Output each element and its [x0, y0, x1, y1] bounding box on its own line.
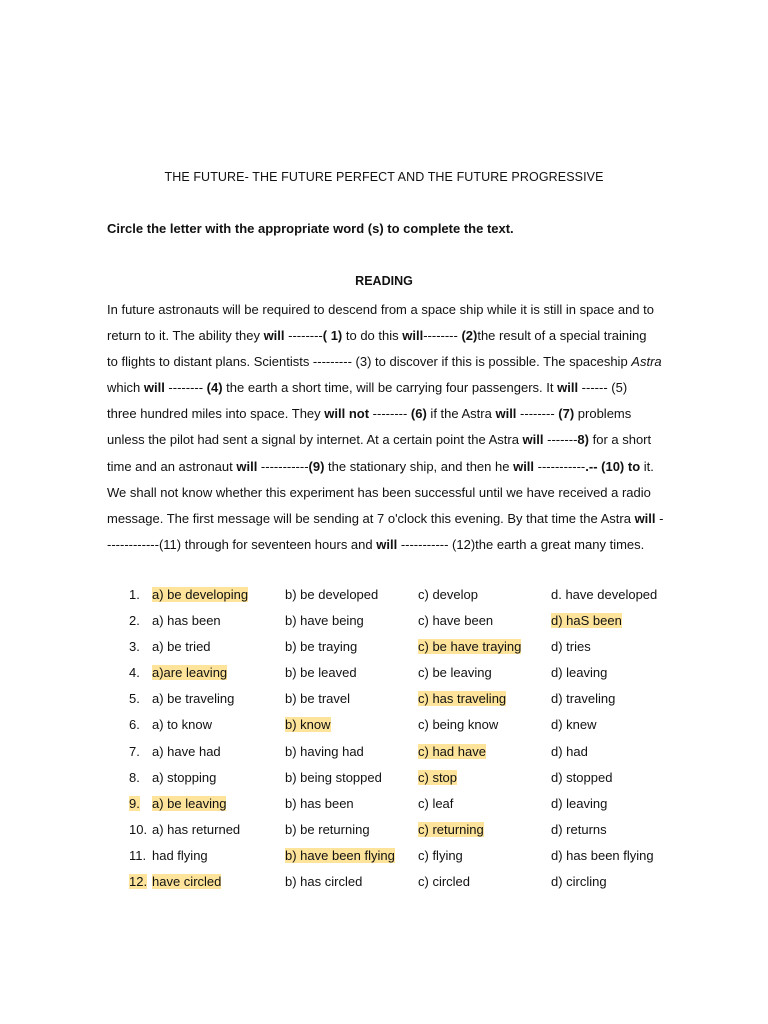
- option-b[interactable]: b) have being: [285, 613, 364, 629]
- option-row: [0, 767, 768, 793]
- option-a[interactable]: a) be developing: [152, 587, 249, 602]
- option-b[interactable]: b) has been: [285, 795, 354, 811]
- option-d[interactable]: d) traveling: [551, 691, 616, 707]
- question-number: 2.: [129, 613, 140, 629]
- option-b[interactable]: b) be traying: [285, 639, 358, 655]
- option-c[interactable]: c) be leaving: [418, 665, 492, 681]
- option-row: [0, 819, 768, 845]
- question-number: 7.: [129, 743, 140, 759]
- reading-passage: [107, 297, 667, 558]
- passage-line: unless the pilot had sent a signal by internet. At a certain point the Astra will -------8) for a short: [107, 432, 652, 448]
- option-d[interactable]: d) had: [551, 743, 588, 759]
- option-a[interactable]: a) to know: [152, 717, 212, 733]
- option-row: [0, 662, 768, 688]
- option-c[interactable]: c) flying: [418, 847, 463, 863]
- option-c[interactable]: c) leaf: [418, 795, 454, 811]
- option-c[interactable]: c) returning: [418, 821, 484, 837]
- option-c[interactable]: c) have been: [418, 613, 494, 629]
- question-number: 5.: [129, 691, 140, 707]
- option-c[interactable]: c) has traveling: [418, 691, 507, 707]
- option-a[interactable]: a) be tried: [152, 639, 211, 655]
- option-d[interactable]: d) circling: [551, 874, 607, 890]
- option-row: [0, 741, 768, 767]
- option-b[interactable]: b) have been flying: [285, 847, 395, 863]
- option-b[interactable]: b) having had: [285, 743, 364, 759]
- option-d[interactable]: d) returns: [551, 821, 607, 837]
- question-number: 4.: [129, 665, 140, 681]
- option-d[interactable]: d) has been flying: [551, 847, 654, 863]
- question-number: 9.: [129, 795, 140, 811]
- option-row: [0, 714, 768, 740]
- passage-line: to flights to distant plans. Scientists --------- (3) to discover if this is possible. The spaceship Astra: [107, 354, 662, 370]
- option-d[interactable]: d) leaving: [551, 795, 608, 811]
- option-a[interactable]: had flying: [152, 847, 208, 863]
- option-c[interactable]: c) develop: [418, 587, 478, 602]
- passage-line: return to it. The ability they will --------( 1) to do this will-------- (2)the result of a special training: [107, 328, 647, 344]
- question-number: 3.: [129, 639, 140, 655]
- question-number: 10.: [129, 821, 148, 837]
- option-b[interactable]: b) know: [285, 717, 331, 733]
- question-number: 8.: [129, 769, 140, 785]
- option-b[interactable]: b) being stopped: [285, 769, 382, 785]
- question-number: 12.: [129, 874, 148, 890]
- option-row: [0, 636, 768, 662]
- passage-line: In future astronauts will be required to descend from a space ship while it is still in space and to: [107, 302, 655, 317]
- option-row: [0, 584, 768, 610]
- passage-line: which will -------- (4) the earth a short time, will be carrying four passengers. It will ------ (5): [107, 380, 628, 396]
- answer-options-list: [0, 584, 768, 897]
- option-a[interactable]: a) be leaving: [152, 795, 227, 811]
- option-a[interactable]: a) have had: [152, 743, 221, 759]
- option-c[interactable]: c) stop: [418, 769, 458, 785]
- option-row: [0, 845, 768, 871]
- option-b[interactable]: b) be developed: [285, 587, 379, 602]
- passage-line: We shall not know whether this experiment has been successful until we have received a radio: [107, 484, 651, 500]
- option-a[interactable]: a)are leaving: [152, 665, 228, 681]
- option-c[interactable]: c) circled: [418, 874, 471, 890]
- instruction-text: Circle the letter with the appropriate word (s) to complete the text.: [107, 221, 514, 236]
- option-a[interactable]: a) stopping: [152, 769, 217, 785]
- page-title: THE FUTURE- THE FUTURE PERFECT AND THE FUTURE PROGRESSIVE: [164, 170, 604, 184]
- option-a[interactable]: a) has returned: [152, 821, 241, 837]
- option-a[interactable]: a) be traveling: [152, 691, 235, 707]
- passage-line: three hundred miles into space. They will not -------- (6) if the Astra will -------- (7) problems: [107, 406, 632, 422]
- option-d[interactable]: d) leaving: [551, 665, 608, 681]
- option-b[interactable]: b) has circled: [285, 874, 363, 890]
- option-b[interactable]: b) be leaved: [285, 665, 357, 681]
- option-b[interactable]: b) be travel: [285, 691, 351, 707]
- option-row: [0, 610, 768, 636]
- option-b[interactable]: b) be returning: [285, 821, 370, 837]
- option-c[interactable]: c) being know: [418, 717, 499, 733]
- option-c[interactable]: c) had have: [418, 743, 486, 759]
- passage-line: message. The first message will be sending at 7 o'clock this evening. By that time the Astra will -: [107, 510, 664, 526]
- passage-line: time and an astronaut will -----------(9) the stationary ship, and then he will -----------.-- (10) to it.: [107, 458, 654, 474]
- option-row: [0, 871, 768, 897]
- question-number: 11.: [129, 847, 147, 863]
- option-d[interactable]: d. have developed: [551, 587, 658, 602]
- option-d[interactable]: d) knew: [551, 717, 597, 733]
- reading-heading: READING: [355, 274, 413, 288]
- option-d[interactable]: d) tries: [551, 639, 591, 655]
- option-c[interactable]: c) be have traying: [418, 639, 522, 655]
- option-row: [0, 688, 768, 714]
- option-d[interactable]: d) stopped: [551, 769, 613, 785]
- option-d[interactable]: d) haS been: [551, 613, 622, 629]
- question-number: 1.: [129, 587, 140, 602]
- option-row: [0, 793, 768, 819]
- option-a[interactable]: have circled: [152, 874, 222, 890]
- option-a[interactable]: a) has been: [152, 613, 221, 629]
- passage-line: ------------(11) through for seventeen hours and will ----------- (12)the earth a great many times.: [107, 536, 645, 552]
- question-number: 6.: [129, 717, 140, 733]
